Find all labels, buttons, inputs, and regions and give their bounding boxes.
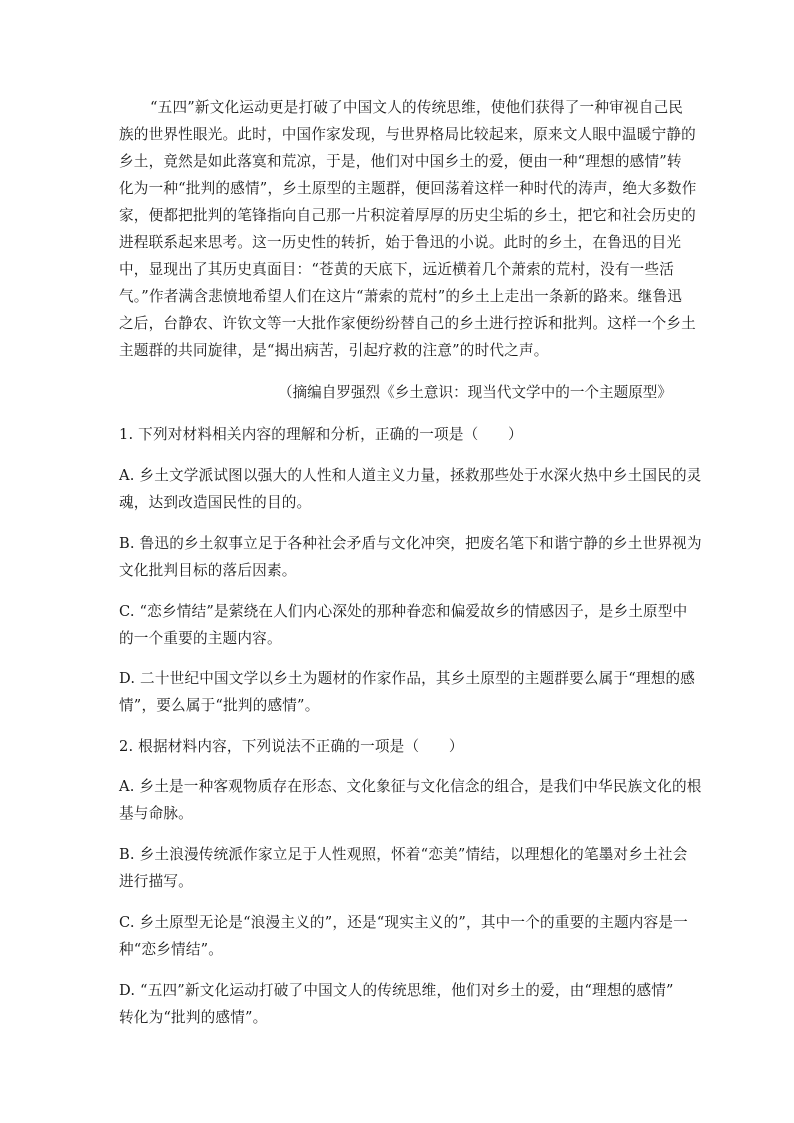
question-1-stem: 1. 下列对材料相关内容的理解和分析，正确的一项是（ ） (119, 426, 523, 443)
passage-line: “五四”新文化运动更是打破了中国文人的传统思维，使他们获得了一种审视自己民 (150, 99, 684, 116)
question-1-option-d-cont: 情”，要么属于“批判的感情”。 (119, 697, 320, 714)
passage-line: 乡土，竟然是如此落寞和荒凉，于是，他们对中国乡土的爱，便由一种“理想的感情”转 (119, 153, 682, 170)
passage-line: 族的世界性眼光。此时，中国作家发现，与世界格局比较起来，原来文人眼中温暖宁静的 (119, 126, 696, 143)
question-1-option-c-cont: 的一个重要的主题内容。 (119, 630, 282, 647)
source-attribution: （摘编自罗强烈《乡土意识：现当代文学中的一个主题原型》 (277, 384, 672, 401)
question-2-stem: 2. 根据材料内容，下列说法不正确的一项是（ ） (119, 738, 464, 755)
passage-line: 气。”作者满含悲愤地希望人们在这片“萧索的荒村”的乡土上走出一条新的路来。继鲁迅 (119, 288, 683, 305)
question-2-option-c: C. 乡土原型无论是“浪漫主义的”，还是“现实主义的”，其中一个的重要的主题内容是一 (119, 914, 688, 931)
question-2-option-d: D. “五四”新文化运动打破了中国文人的传统思维，他们对乡土的爱，由“理想的感情” (119, 982, 674, 999)
passage-line: 中，显现出了其历史真面目：“苍黄的天底下，远近横着几个萧索的荒村，没有一些活 (119, 261, 675, 278)
passage-line: 主题群的共同旋律，是“揭出病苦，引起疗救的注意”的时代之声。 (119, 342, 549, 359)
passage-line: 之后，台静农、许钦文等一大批作家便纷纷替自己的乡土进行控诉和批判。这样一个乡土 (119, 315, 696, 332)
question-2-option-b-cont: 进行描写。 (119, 873, 193, 890)
question-2-option-c-cont: 种“恋乡情结”。 (119, 941, 224, 958)
question-2-option-b: B. 乡土浪漫传统派作家立足于人性观照，怀着“恋美”情结，以理想化的笔墨对乡土社会 (119, 846, 688, 863)
passage-line: 进程联系起来思考。这一历史性的转折，始于鲁迅的小说。此时的乡土，在鲁迅的目光 (119, 234, 682, 251)
passage-line: 家，便都把批判的笔锋指向自己那一片积淀着厚厚的历史尘垢的乡土，把它和社会历史的 (119, 207, 696, 224)
question-1-option-a: A. 乡土文学派试图以强大的人性和人道主义力量，拯救那些处于水深火热中乡土国民的灵 (119, 467, 702, 484)
question-1-option-b: B. 鲁迅的乡土叙事立足于各种社会矛盾与文化冲突，把废名笔下和谐宁静的乡土世界视为 (119, 535, 702, 552)
question-2-option-d-cont: 转化为“批判的感情”。 (119, 1009, 268, 1026)
question-2-option-a-cont: 基与命脉。 (119, 805, 193, 822)
passage-line: 化为一种“批判的感情”，乡土原型的主题群，便回荡着这样一种时代的涛声，绝大多数作 (119, 180, 697, 197)
question-1-option-b-cont: 文化批判目标的落后因素。 (119, 562, 297, 579)
question-1-option-c: C. “恋乡情结”是萦绕在人们内心深处的那种眷恋和偏爱故乡的情感因子，是乡土原型中 (119, 603, 688, 620)
question-2-option-a: A. 乡土是一种客观物质存在形态、文化象征与文化信念的组合，是我们中华民族文化的根 (119, 778, 702, 795)
question-1-option-d: D. 二十世纪中国文学以乡土为题材的作家作品，其乡土原型的主题群要么属于“理想的感 (119, 670, 696, 687)
question-1-option-a-cont: 魂，达到改造国民性的目的。 (119, 494, 312, 511)
